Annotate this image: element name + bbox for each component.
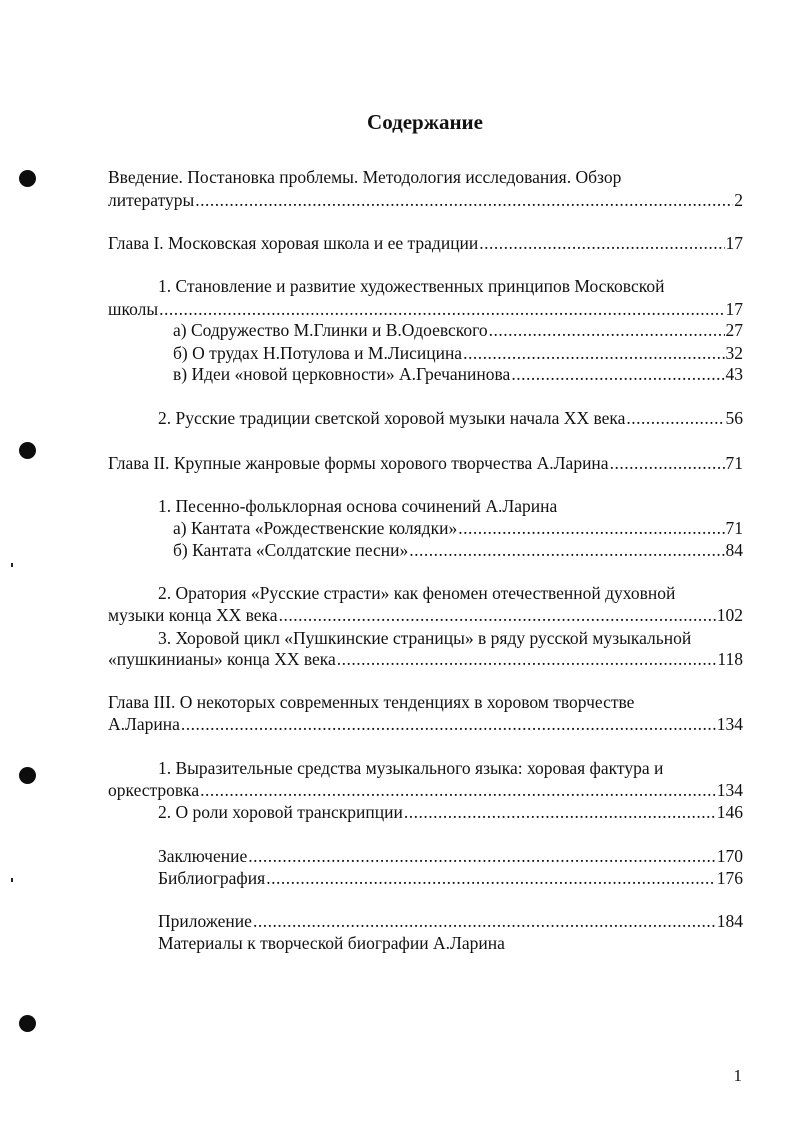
toc-entry-page: 32 — [725, 343, 743, 363]
toc-entry-text-line — [158, 495, 557, 517]
toc-entry-title: Библиография — [158, 868, 266, 888]
toc-entry — [173, 342, 743, 364]
toc-entry-title: 1. Становление и развитие художественных принципов Московской — [158, 276, 665, 296]
toc-entry-page: 184 — [716, 911, 743, 931]
toc-entry — [108, 452, 743, 474]
toc-entry-title: Материалы к творческой биографии А.Ларина — [158, 933, 505, 953]
page-title: Содержание — [367, 110, 483, 134]
punch-hole-2 — [19, 442, 36, 459]
toc-entry — [158, 407, 743, 429]
toc-entry — [108, 779, 743, 801]
toc-entry — [158, 801, 743, 823]
scan-speck — [11, 563, 13, 567]
toc-entry-text-line — [158, 275, 664, 297]
toc-entry-title: в) Идеи «новой церковности» А.Гречанинова — [173, 364, 511, 384]
toc-entry-text-line — [158, 582, 675, 604]
toc-entry-page: 43 — [725, 364, 743, 384]
dot-leader — [489, 319, 725, 341]
toc-entry-page: 146 — [716, 802, 743, 822]
dot-leader — [479, 232, 724, 254]
toc-entry — [173, 539, 743, 561]
dot-leader — [200, 779, 716, 801]
toc-entry-page: 71 — [725, 518, 743, 538]
toc-entry-title: литературы — [108, 190, 195, 210]
dot-leader — [409, 539, 724, 561]
dot-leader — [337, 648, 717, 670]
toc-entry-page: 27 — [725, 320, 743, 340]
dot-leader — [458, 517, 724, 539]
toc-entry-title: музыки конца XX века — [108, 605, 278, 625]
toc-entry-text-line — [158, 932, 505, 954]
dot-leader — [511, 363, 724, 385]
toc-entry-title: а) Содружество М.Глинки и В.Одоевского — [173, 320, 488, 340]
toc-entry-title: школы — [108, 299, 159, 319]
toc-entry-page: 176 — [716, 868, 743, 888]
toc-entry-title: б) О трудах Н.Потулова и М.Лисицина — [173, 343, 463, 363]
toc-entry-page: 17 — [725, 299, 743, 319]
toc-entry-title: 1. Выразительные средства музыкального языка: хоровая фактура и — [158, 758, 664, 778]
toc-entry — [158, 910, 743, 932]
toc-entry-page: 134 — [716, 714, 743, 734]
dot-leader — [404, 801, 716, 823]
punch-hole-4 — [19, 1015, 36, 1032]
dot-leader — [248, 845, 716, 867]
toc-entry-title: Введение. Постановка проблемы. Методология исследования. Обзор — [108, 167, 622, 187]
toc-entry — [108, 604, 743, 626]
toc-entry — [108, 713, 743, 735]
toc-entry-title: Заключение — [158, 846, 248, 866]
dot-leader — [279, 604, 716, 626]
punch-hole-1 — [19, 170, 36, 187]
toc-entry — [173, 517, 743, 539]
toc-entry-page: 71 — [725, 453, 743, 473]
toc-entry-page: 2 — [734, 190, 743, 210]
dot-leader — [463, 342, 724, 364]
page-number: 1 — [733, 1066, 742, 1085]
toc-entry-page: 56 — [725, 408, 743, 428]
dot-leader — [159, 298, 724, 320]
dot-leader — [266, 867, 716, 889]
toc-entry-title: Глава II. Крупные жанровые формы хорового творчества А.Ларина — [108, 453, 609, 473]
toc-entry — [173, 363, 743, 385]
dot-leader — [626, 407, 724, 429]
toc-entry-text-line — [108, 691, 634, 713]
toc-entry-page: 102 — [716, 605, 743, 625]
toc-entry — [158, 845, 743, 867]
toc-entry-page: 118 — [717, 649, 743, 669]
toc-entry — [108, 232, 743, 254]
toc-entry-title: 2. Русские традиции светской хоровой музыки начала XX века — [158, 408, 626, 428]
toc-entry-title: А.Ларина — [108, 714, 180, 734]
toc-entry-page: 134 — [716, 780, 743, 800]
toc-entry-page: 84 — [725, 540, 743, 560]
toc-entry — [173, 319, 743, 341]
dot-leader — [181, 713, 716, 735]
dot-leader — [610, 452, 725, 474]
toc-entry — [108, 298, 743, 320]
toc-entry-title: Приложение — [158, 911, 252, 931]
dot-leader — [253, 910, 716, 932]
toc-entry-title: 1. Песенно-фольклорная основа сочинений А.Ларина — [158, 496, 558, 516]
toc-entry-text-line — [108, 166, 621, 188]
toc-entry-title: Глава III. О некоторых современных тенденциях в хоровом творчестве — [108, 692, 635, 712]
toc-entry-text-line — [158, 627, 691, 649]
toc-entry-title: 3. Хоровой цикл «Пушкинские страницы» в ряду русской музыкальной — [158, 628, 692, 648]
toc-entry-page: 17 — [725, 233, 743, 253]
punch-hole-3 — [19, 767, 36, 784]
toc-entry-title: 2. Оратория «Русские страсти» как феномен отечественной духовной — [158, 583, 676, 603]
toc-entry-title: а) Кантата «Рождественские колядки» — [173, 518, 458, 538]
toc-entry-page: 170 — [716, 846, 743, 866]
scan-speck — [11, 878, 13, 882]
toc-entry-title: оркестровка — [108, 780, 200, 800]
toc-entry — [108, 648, 743, 670]
dot-leader — [195, 189, 733, 211]
toc-entry — [108, 189, 743, 211]
toc-entry-title: «пушкинианы» конца XX века — [108, 649, 336, 669]
toc-entry-title: Глава I. Московская хоровая школа и ее традиции — [108, 233, 479, 253]
toc-entry-text-line — [158, 757, 663, 779]
toc-entry-title: 2. О роли хоровой транскрипции — [158, 802, 403, 822]
toc-entry — [158, 867, 743, 889]
toc-entry-title: б) Кантата «Солдатские песни» — [173, 540, 409, 560]
